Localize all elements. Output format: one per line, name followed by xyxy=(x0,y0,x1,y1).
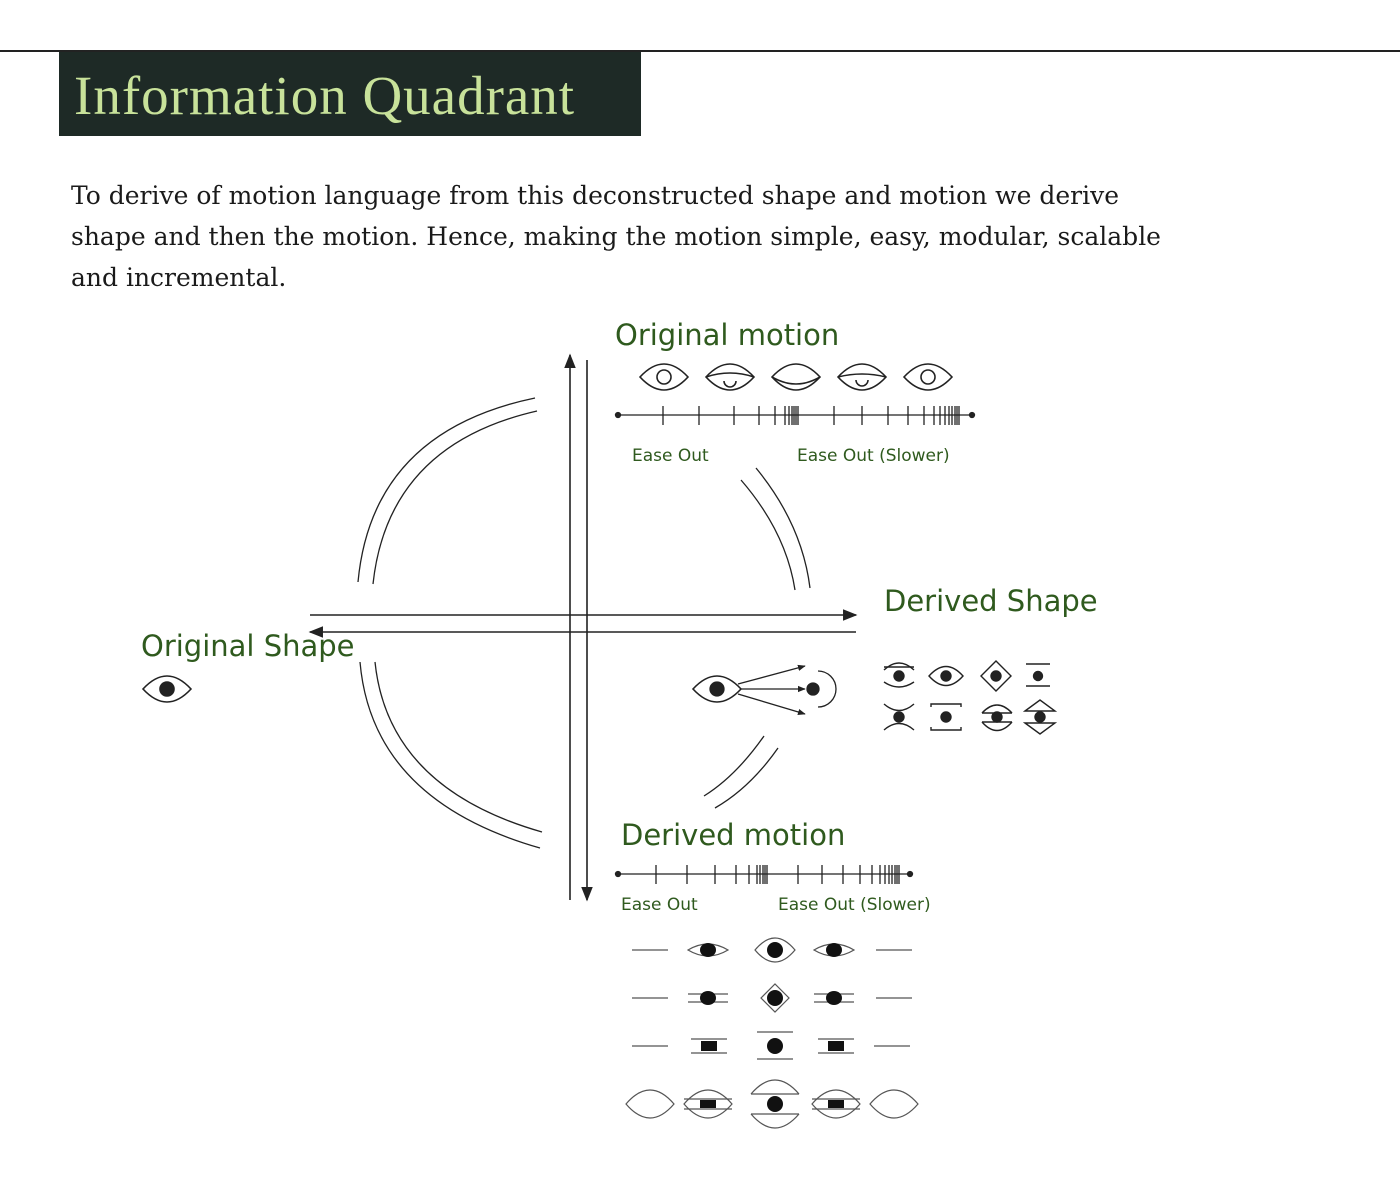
arc-top-right-inner xyxy=(741,480,795,590)
derived-motion-timeline xyxy=(616,865,913,884)
eye-reopened-icon xyxy=(904,364,952,390)
variant-eye-icon xyxy=(929,667,963,686)
derived-shape-label: Derived Shape xyxy=(884,584,1098,618)
arc-top-left-outer xyxy=(358,398,535,582)
variant-arc-top-icon xyxy=(884,663,914,687)
variant-brackets-icon xyxy=(931,704,961,730)
source-eye-icon xyxy=(693,676,741,702)
shape-deconstruction xyxy=(693,666,836,714)
arc-bottom-right-outer xyxy=(715,748,778,808)
derived-ease-out-label: Ease Out xyxy=(621,895,698,915)
frame-flat-eye-icon xyxy=(818,1039,854,1053)
frame-tall-eye-icon xyxy=(757,1032,793,1059)
arc-top-left-inner xyxy=(373,411,537,584)
variant-bars-icon xyxy=(1026,664,1050,686)
derived-ease-out-slower-label: Ease Out (Slower) xyxy=(778,895,931,915)
frame-bar-eye-icon xyxy=(814,991,854,1005)
original-motion-eyes xyxy=(640,364,952,390)
frame-lens-open-icon xyxy=(751,1080,799,1128)
original-eye-icon xyxy=(143,676,191,702)
frame-eye-small-icon xyxy=(688,943,728,957)
frame-diamond-eye-icon xyxy=(761,984,789,1012)
original-motion-label: Original motion xyxy=(615,318,840,352)
frame-flat-eye-icon xyxy=(691,1039,727,1053)
derived-shape-variants xyxy=(884,661,1055,734)
frame-eye-large-icon xyxy=(755,938,795,962)
eye-half-closed-icon xyxy=(706,364,754,390)
page-title: Information Quadrant xyxy=(74,65,576,126)
arc-top-right-outer xyxy=(756,468,810,588)
eye-open-icon xyxy=(640,364,688,390)
derived-motion-label: Derived motion xyxy=(621,818,846,852)
frame-bar-eye-icon xyxy=(688,991,728,1005)
frame-eye-small-icon xyxy=(814,943,854,957)
cycle-arcs xyxy=(358,398,810,848)
original-shape-label: Original Shape xyxy=(141,629,355,663)
original-ease-out-slower-label: Ease Out (Slower) xyxy=(797,446,950,466)
derived-motion-frames xyxy=(626,938,918,1128)
original-ease-out-label: Ease Out xyxy=(632,446,709,466)
arc-bottom-right-inner xyxy=(704,736,764,796)
frame-empty-lens-icon xyxy=(626,1090,674,1118)
intro-paragraph: To derive of motion language from this deconstructed shape and motion we derive shape and then the motion. Hence, making the motion simple, easy, modular, scalable and incremental. xyxy=(71,181,1161,292)
variant-diamond-icon xyxy=(981,661,1011,691)
eye-closed-icon xyxy=(772,364,820,390)
variant-hourglass-icon xyxy=(884,704,914,730)
eye-half-open-icon xyxy=(838,364,886,390)
arc-bottom-left-outer xyxy=(360,662,540,848)
variant-lens-bars-icon xyxy=(982,705,1012,731)
frame-lens-bar-icon xyxy=(684,1090,732,1118)
frame-lens-bar-icon xyxy=(812,1090,860,1118)
original-motion-timeline xyxy=(616,406,975,425)
frame-empty-lens-icon xyxy=(870,1090,918,1118)
arc-bottom-left-inner xyxy=(375,662,542,832)
variant-triangles-icon xyxy=(1025,700,1055,734)
